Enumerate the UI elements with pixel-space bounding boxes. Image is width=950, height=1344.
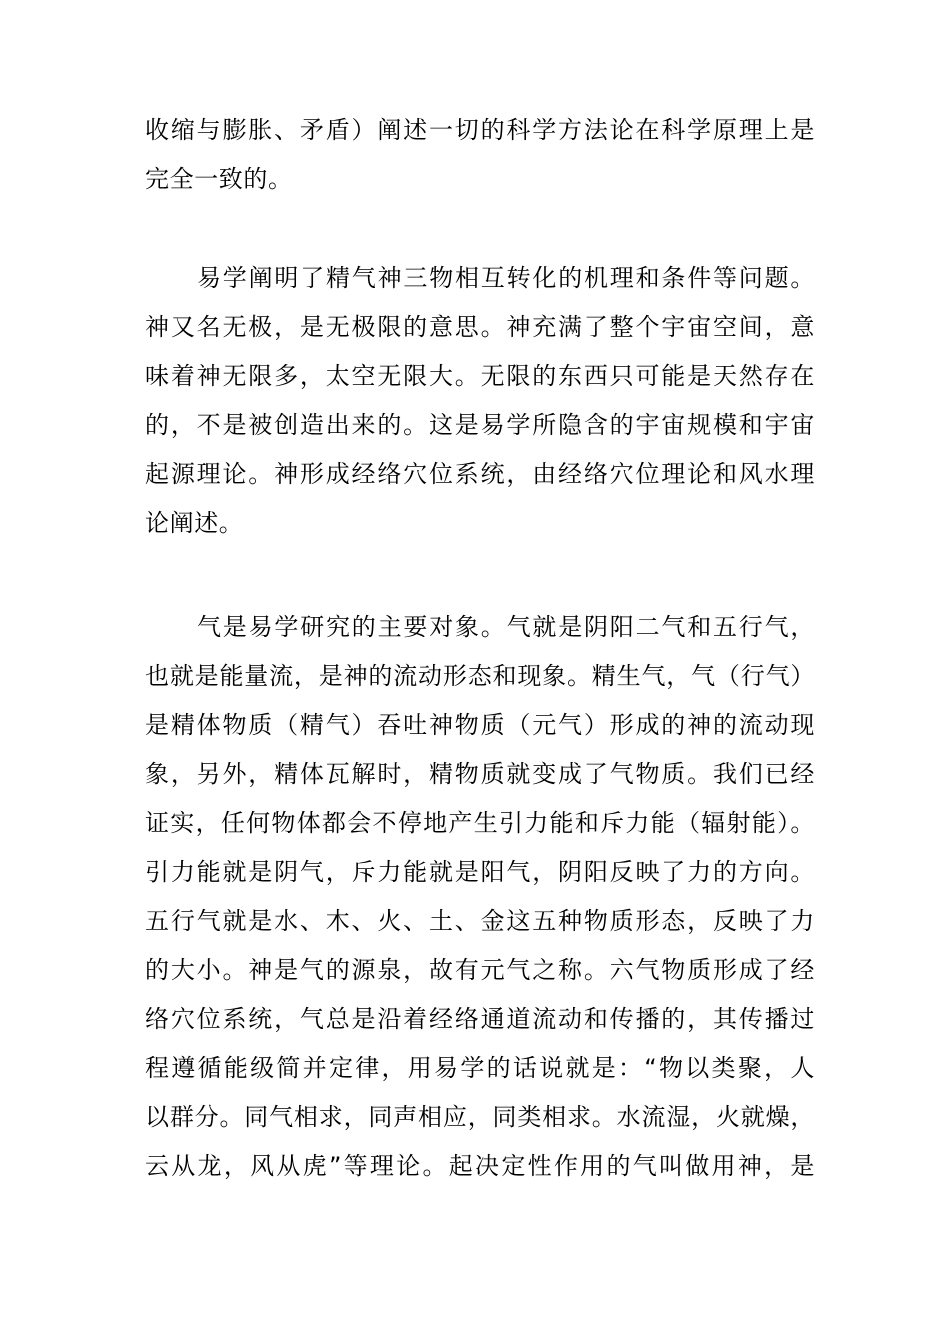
text-line: 程遵循能级简并定律，用易学的话说就是：“物以类聚，人 (145, 1054, 815, 1082)
paragraph-2 (145, 254, 815, 548)
text-line: 收缩与膨胀、矛盾）阐述一切的科学方法论在科学原理上是 (145, 116, 815, 144)
text-line: 起源理论。神形成经络穴位系统，由经络穴位理论和风水理 (145, 460, 815, 488)
text-line: 论阐述。 (145, 509, 244, 537)
text-line: 味着神无限多，太空无限大。无限的东西只可能是天然存在 (145, 362, 815, 390)
text-line: 易学阐明了精气神三物相互转化的机理和条件等问题。 (197, 264, 815, 292)
paragraph-3 (145, 603, 815, 1191)
text-line: 的大小。神是气的源泉，故有元气之称。六气物质形成了经 (145, 956, 815, 984)
text-line: 完全一致的。 (145, 165, 293, 193)
text-line: 象，另外，精体瓦解时，精物质就变成了气物质。我们已经 (145, 760, 815, 788)
text-line: 络穴位系统，气总是沿着经络通道流动和传播的，其传播过 (145, 1005, 815, 1033)
text-line: 神又名无极，是无极限的意思。神充满了整个宇宙空间，意 (145, 313, 815, 341)
paragraph-1 (145, 106, 815, 204)
text-line: 证实，任何物体都会不停地产生引力能和斥力能（辐射能）。 (145, 809, 815, 837)
text-line: 引力能就是阴气，斥力能就是阳气，阴阳反映了力的方向。 (145, 858, 815, 886)
text-line: 气是易学研究的主要对象。气就是阴阳二气和五行气， (197, 613, 815, 641)
text-line: 五行气就是水、木、火、土、金这五种物质形态，反映了力 (145, 907, 815, 935)
text-line: 以群分。同气相求，同声相应，同类相求。水流湿，火就燥， (145, 1103, 815, 1131)
text-line: 云从龙，风从虎”等理论。起决定性作用的气叫做用神，是 (145, 1152, 815, 1180)
text-line: 是精体物质（精气）吞吐神物质（元气）形成的神的流动现 (145, 711, 815, 739)
text-line: 的，不是被创造出来的。这是易学所隐含的宇宙规模和宇宙 (145, 411, 815, 439)
text-line: 也就是能量流，是神的流动形态和现象。精生气，气（行气） (145, 662, 815, 690)
